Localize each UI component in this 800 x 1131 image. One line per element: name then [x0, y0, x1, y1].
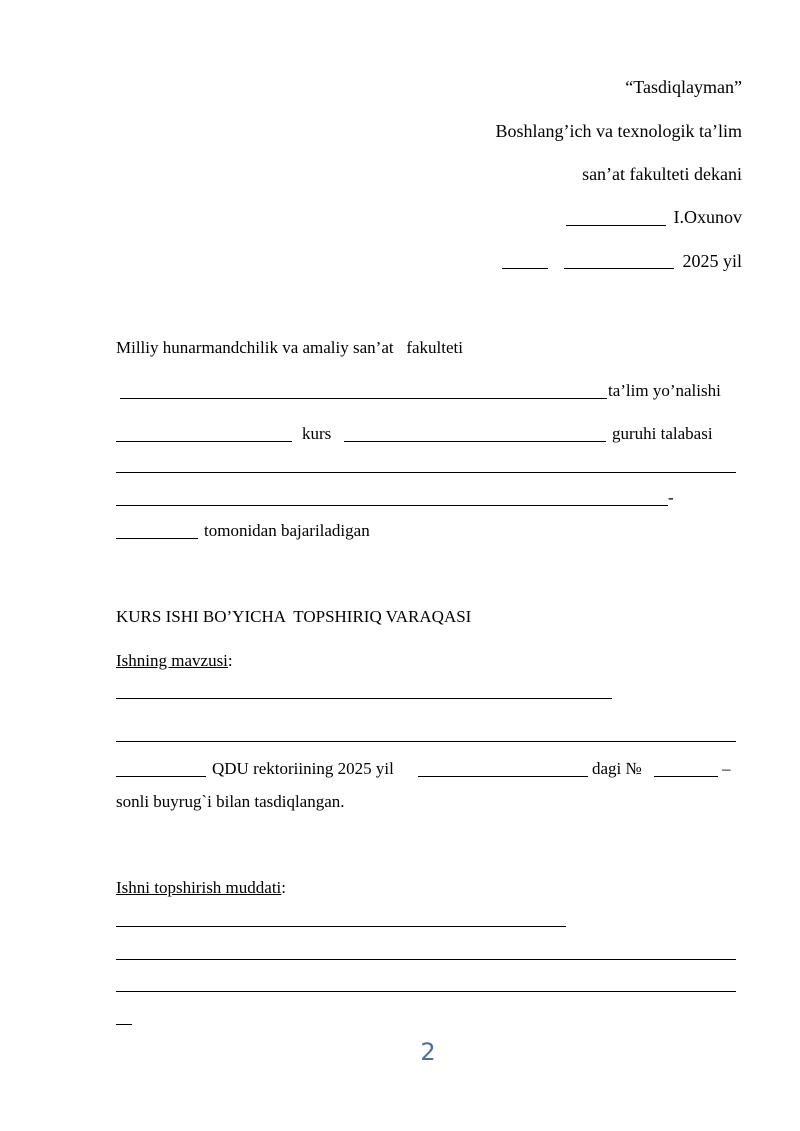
direction-blank[interactable] [120, 398, 607, 399]
deadline-blank-1[interactable] [116, 926, 566, 927]
deadline-heading [116, 879, 286, 896]
group-blank[interactable] [344, 441, 606, 442]
dean-signature-blank[interactable] [566, 225, 666, 226]
group-label: guruhi talabasi [612, 424, 713, 443]
student-name-dash: - [668, 488, 674, 507]
topic-heading [116, 652, 233, 669]
student-name-blank-3[interactable] [116, 538, 198, 539]
approval-month-blank[interactable] [564, 268, 674, 269]
topic-blank-1[interactable] [116, 698, 612, 699]
dean-name: I.Oxunov [673, 207, 742, 227]
faculty-name: Milliy hunarmandchilik va amaliy san’at fakulteti [116, 338, 463, 357]
topic-colon: : [227, 651, 233, 670]
document-title: KURS ISHI BO’YICHA TOPSHIRIQ VARAQASI [116, 607, 472, 626]
order-date-blank[interactable] [418, 776, 588, 777]
topic-label: Ishning mavzusi [116, 651, 228, 670]
dated-label: dagi № [592, 759, 642, 778]
approval-year: 2025 yil [682, 251, 742, 271]
order-text: sonli buyrug`i bilan tasdiqlangan. [116, 792, 345, 811]
order-no-blank[interactable] [654, 776, 718, 777]
deadline-blank-4[interactable] [116, 1024, 132, 1025]
student-name-blank-1[interactable] [116, 472, 736, 473]
approval-line-2: san’at fakulteti dekani [582, 164, 742, 184]
order-dash: – [722, 759, 731, 778]
course-blank[interactable] [116, 441, 292, 442]
direction-label: ta’lim yo’nalishi [608, 381, 721, 400]
deadline-blank-3[interactable] [116, 991, 736, 992]
performed-by-text: tomonidan bajariladigan [204, 521, 370, 540]
approval-line-1: Boshlang’ich va texnologik ta’lim [495, 121, 742, 141]
student-name-blank-2[interactable] [116, 505, 668, 506]
deadline-colon: : [281, 878, 287, 897]
deadline-label: Ishni topshirish muddati [116, 878, 282, 897]
course-label: kurs [302, 424, 332, 443]
approval-title: “Tasdiqlayman” [625, 77, 742, 97]
page-number: 2 [420, 1038, 436, 1066]
topic-blank-2[interactable] [116, 741, 736, 742]
approval-day-blank[interactable] [502, 268, 548, 269]
deadline-blank-2[interactable] [116, 959, 736, 960]
order-number-blank[interactable] [116, 776, 206, 777]
rector-approval-text: QDU rektoriining 2025 yil [212, 759, 394, 778]
